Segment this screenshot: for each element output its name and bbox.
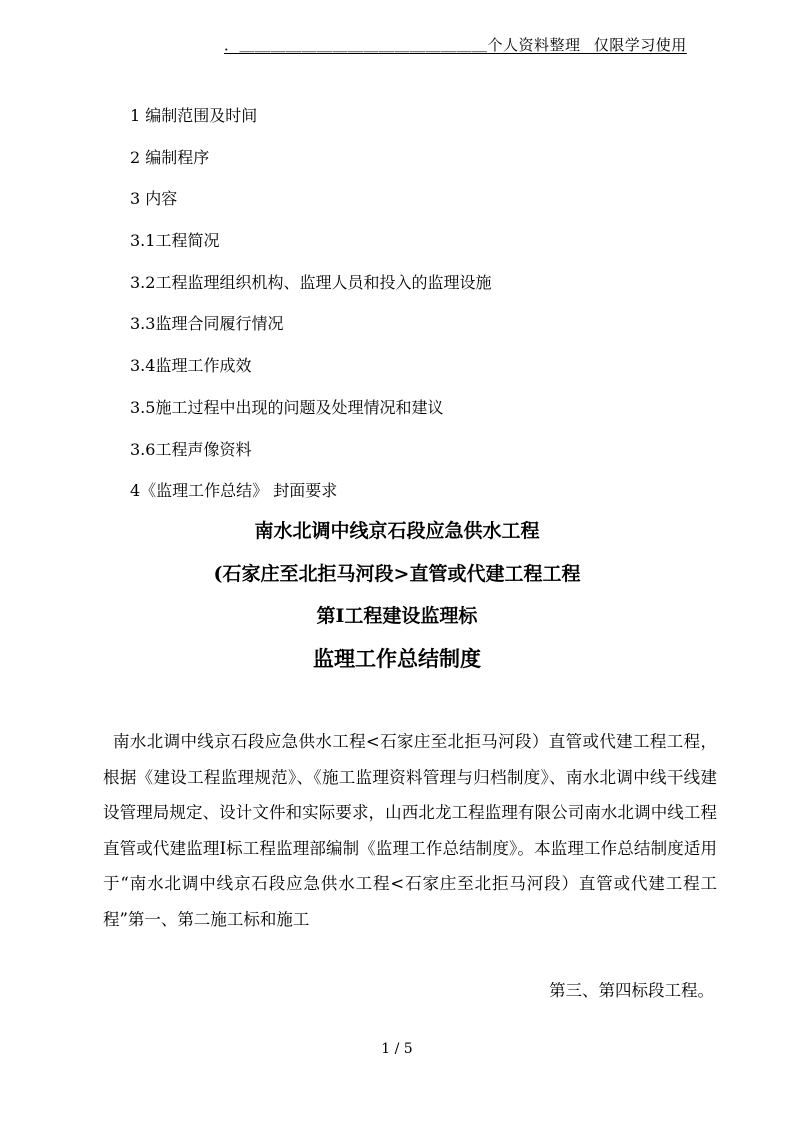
toc-item: 3 内容	[130, 189, 178, 209]
toc-item: 4《监理工作总结》 封面要求	[130, 481, 338, 501]
toc-item: 2 编制程序	[130, 147, 210, 167]
project-subtitle: (石家庄至北拒马河段>直管或代建工程工程	[213, 563, 581, 585]
toc-item: 3.3监理合同履行情况	[130, 314, 284, 334]
toc-item: 3.2工程监理组织机构、监理人员和投入的监理设施	[130, 272, 492, 292]
table-of-contents	[130, 102, 491, 519]
project-title: 南水北调中线京石段应急供水工程	[254, 520, 540, 542]
toc-item: 1 编制范围及时间	[130, 106, 258, 125]
toc-item: 3.6工程声像资料	[130, 439, 252, 459]
page-number: 1 / 5	[381, 1041, 413, 1057]
section-title: 第Ⅰ工程建设监理标	[316, 605, 478, 627]
page-header: ．＿＿＿＿＿＿＿＿＿＿＿＿＿＿＿＿个人资料整理 _仅限学习使用	[224, 36, 687, 54]
toc-item: 3.5施工过程中出现的问题及处理情况和建议	[130, 397, 444, 417]
toc-item: 3.4监理工作成效	[130, 356, 252, 376]
body-paragraph-ending: 第三、第四标段工程。	[549, 981, 714, 1000]
body-paragraph: 南水北调中线京石段应急供水工程<石家庄至北拒马河段）直管或代建工程工程，根据《建设工程监理规范》、《施工监理资料管理与归档制度》、南水北调中线干线建设管理局规定、设计文件和实际要求，山西北龙工程监理有限公司南水北调中线工程直管或代建监理Ⅰ标工程监理部编制《监理工作总结制度》。本监理工作总结制度适用于“南水北调中线京石段应急供水工程<石家庄至北拒马河段）直管或代建工程工程”第一、第二施工标和施工	[103, 732, 717, 929]
document-title: 监理工作总结制度	[313, 646, 481, 671]
toc-item: 3.1工程简况	[130, 231, 220, 251]
